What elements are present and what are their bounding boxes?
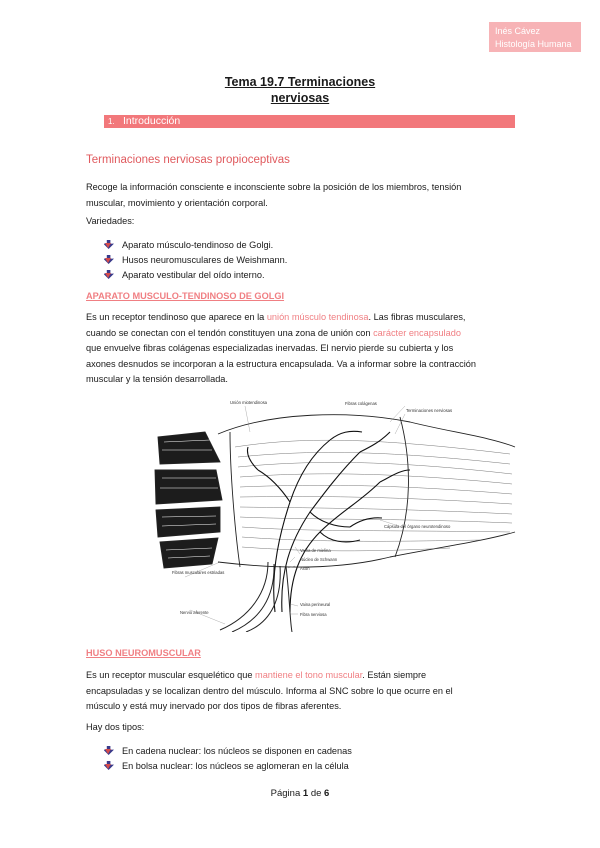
huso-paragraph — [86, 668, 516, 715]
footer-current-page: 1 — [302, 788, 309, 799]
label-capsula: Cápsula del órgano neurotendinoso — [384, 524, 451, 529]
paragraph-line: muscular y la tensión desarrollada. — [86, 374, 228, 384]
page-title-line2: nerviosas — [270, 91, 330, 105]
footer-pagina: Página — [270, 788, 301, 799]
muscle-fibers — [155, 432, 222, 568]
variedades-label: Variedades: — [86, 216, 135, 226]
label-fibras-colagenas: Fibras colágenas — [345, 401, 377, 406]
paragraph-line: Es un receptor muscular esquelético que mantiene el tono muscular. Están siempre — [86, 670, 427, 680]
section1-paragraph — [86, 180, 516, 211]
arrow-bullet-icon — [104, 761, 114, 771]
list-item-text: En cadena nuclear: los núcleos se disponen en cadenas — [122, 746, 352, 756]
arrow-bullet-icon — [104, 746, 114, 756]
huso-heading: HUSO NEUROMUSCULAR — [86, 648, 201, 658]
label-fibra-nerviosa: Fibra nerviosa — [300, 612, 327, 617]
page-title-line1: Tema 19.7 Terminaciones — [224, 75, 376, 89]
list-item-text: Husos neuromusculares de Weishmann. — [122, 255, 288, 265]
paragraph-line: que envuelve fibras colágenas especializadas inervadas. El nervio pierde su cubierta y los — [86, 343, 454, 353]
paragraph-line: muscular, movimiento y orientación corporal. — [86, 197, 268, 208]
paragraph-line: Recoge la información consciente e inconsciente sobre la posición de los miembros, tensión — [86, 182, 462, 192]
label-schwann: Núcleo de Schwann — [300, 557, 338, 562]
label-nervio-aferente: Nervio aferente — [180, 610, 209, 615]
golgi-paragraph — [86, 310, 516, 388]
label-terminaciones: Terminaciones nerviosas — [406, 408, 453, 413]
paragraph-line: cuando se conectan con el tendón constituyen una zona de unión con carácter encapsulado — [86, 327, 461, 338]
paragraph-line: Es un receptor tendinoso que aparece en la unión músculo tendinosa. Las fibras musculares, — [86, 312, 466, 322]
label-union-miotendinosa: Unión miotendinosa — [230, 400, 268, 405]
section-heading-propioceptivas: Terminaciones nerviosas propioceptivas — [86, 154, 290, 166]
paragraph-line: músculo y está muy inervado por dos tipos de fibras aferentes. — [86, 701, 342, 711]
label-axon: Axón — [300, 566, 310, 571]
intro-label: Introducción — [123, 115, 181, 127]
arrow-bullet-icon — [104, 240, 114, 250]
paragraph-line: encapsuladas y se localizan dentro del músculo. Informa al SNC sobre lo que ocurre en el — [86, 685, 453, 696]
list-item-text: En bolsa nuclear: los núcleos se aglomeran en la célula — [122, 761, 349, 771]
arrow-bullet-icon — [104, 255, 114, 265]
footer-de: de — [310, 788, 322, 799]
list-item-text: Aparato músculo-tendinoso de Golgi. — [122, 240, 274, 250]
paragraph-line: axones desnudos se incorporan a la estructura encapsulada. Va a informar sobre la contracción — [86, 358, 477, 369]
page-footer — [0, 788, 600, 799]
header-author-box — [489, 22, 581, 52]
author-name: Inés Cávez — [495, 26, 541, 36]
footer-total-pages: 6 — [324, 788, 330, 799]
intro-section-bar — [104, 115, 515, 128]
golgi-heading: APARATO MUSCULO-TENDINOSO DE GOLGI — [86, 291, 285, 301]
list-item-text: Aparato vestibular del oído interno. — [122, 270, 265, 280]
golgi-organ-illustration — [150, 392, 520, 632]
label-fibras-musculares: Fibras musculares estriadas — [172, 570, 225, 575]
subject-name: Histología Humana — [495, 39, 572, 49]
arrow-bullet-icon — [104, 270, 114, 280]
label-mielina: Vaina de mielina — [300, 548, 331, 553]
intro-number: 1. — [108, 117, 115, 126]
tipos-label: Hay dos tipos: — [86, 722, 145, 732]
label-vaina-perineural: Vaina perineural — [300, 602, 331, 607]
